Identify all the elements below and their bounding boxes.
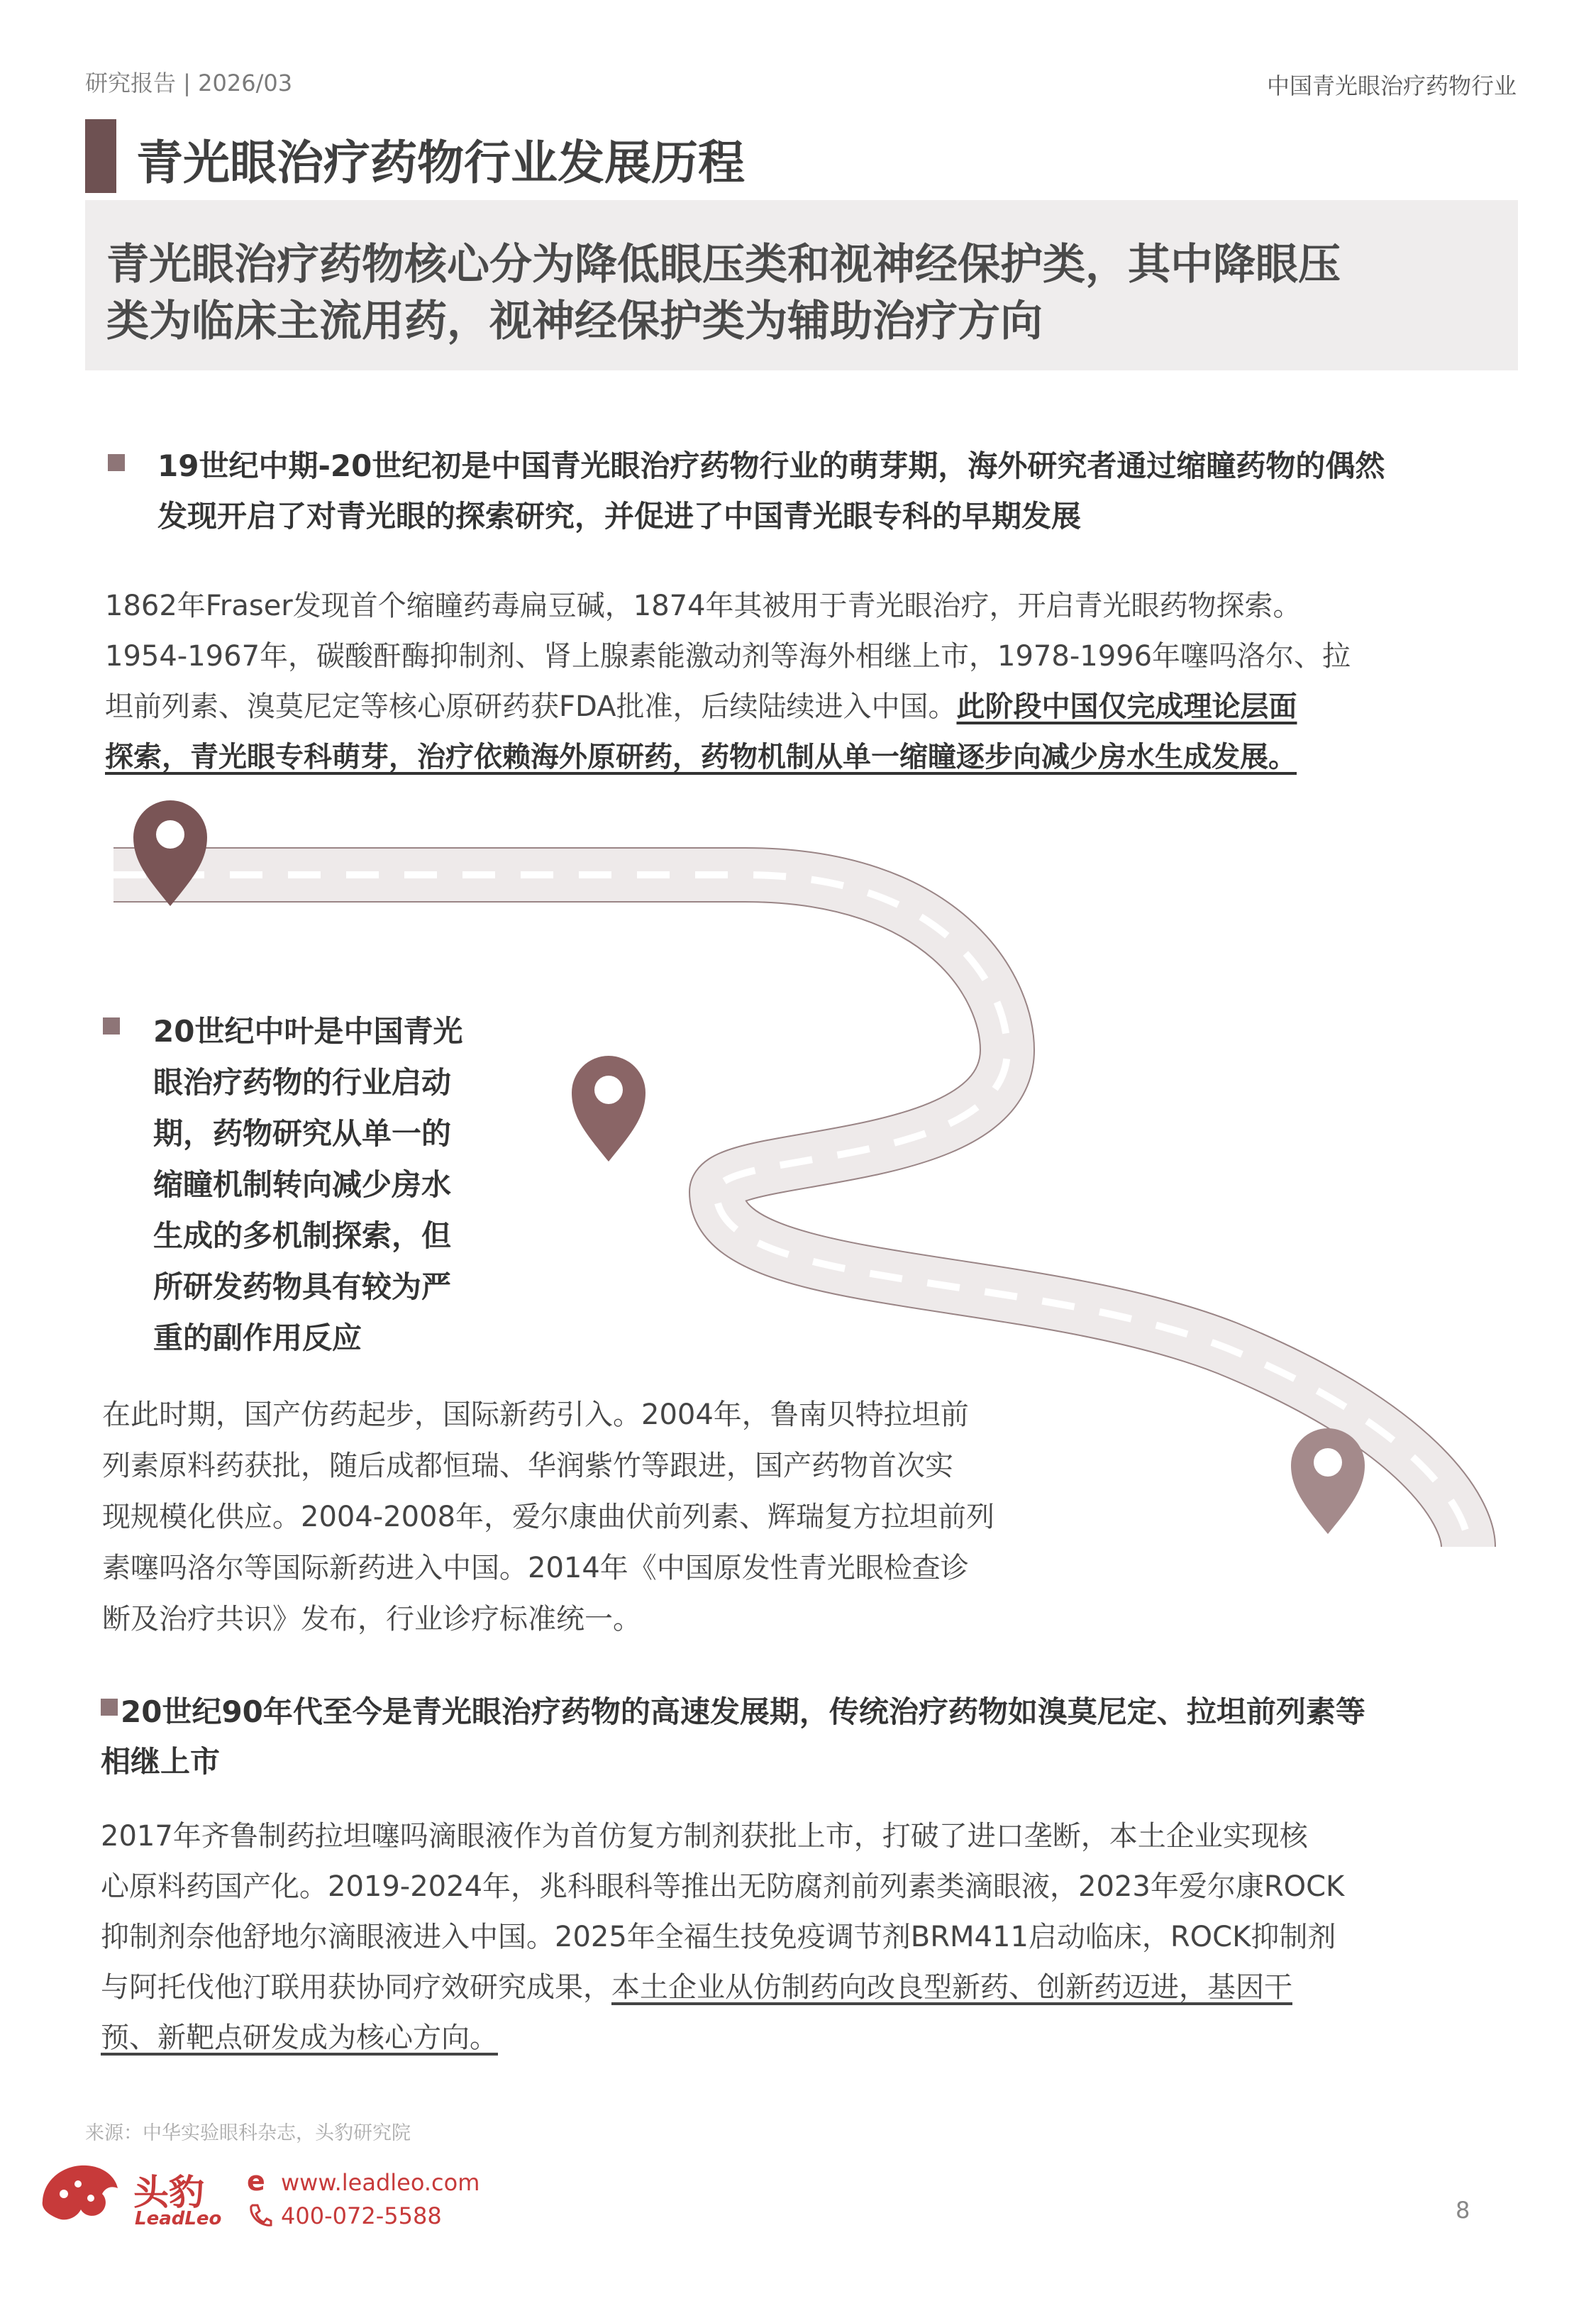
phone-icon (247, 2202, 272, 2228)
section2-heading-line-7: 重的副作用反应 (153, 1320, 362, 1355)
bullet-marker (108, 454, 125, 471)
report-date-label: 研究报告 | 2026/03 (85, 70, 293, 96)
section3-body-line-1: 2017年齐鲁制药拉坦噻吗滴眼液作为首仿复方制剂获批上市，打破了进口垄断，本土企业实现核 (101, 1820, 1308, 1853)
section2-heading (153, 1006, 462, 1364)
brand-name-en: LeadLeo (135, 2208, 222, 2229)
section2-heading-line-3: 期，药物研究从单一的 (153, 1116, 452, 1151)
section3-body-line-2: 心原料药国产化。2019-2024年，兆科眼科等推出无防腐剂前列素类滴眼液，2023年爱尔康ROCK (101, 1870, 1345, 1903)
section2-body-line-4: 素噻吗洛尔等国际新药进入中国。2014年《中国原发性青光眼检查诊 (102, 1552, 969, 1584)
section2-body-line-2: 列素原料药获批，随后成都恒瑞、华润紫竹等跟进，国产药物首次实 (102, 1450, 953, 1482)
section2-body-line-5: 断及治疗共识》发布，行业诊疗标准统一。 (102, 1603, 641, 1635)
section2-heading-line-1: 20世纪中叶是中国青光 (153, 1014, 463, 1049)
page-number: 8 (1456, 2197, 1470, 2224)
section1-heading-line-2: 发现开启了对青光眼的探索研究，并促进了中国青光眼专科的早期发展 (157, 499, 1082, 534)
leopard-logo-icon (37, 2157, 122, 2228)
bullet-marker (103, 1017, 120, 1035)
section2-body-line-3: 现规模化供应。2004-2008年，爱尔康曲伏前列素、辉瑞复方拉坦前列 (102, 1501, 995, 1533)
subtitle-line-1: 青光眼治疗药物核心分为降低眼压类和视神经保护类，其中降眼压 (106, 240, 1341, 289)
bullet-marker (101, 1699, 118, 1716)
section3-highlight-line: 预、新靶点研发成为核心方向。 (101, 2021, 498, 2054)
section2-heading-line-2: 眼治疗药物的行业启动 (153, 1065, 452, 1100)
section3-highlight-start: 本土企业从仿制药向改良型新药、创新药迈进，基因干 (611, 1971, 1292, 2004)
subtitle-line-2: 类为临床主流用药，视神经保护类为辅助治疗方向 (106, 297, 1043, 346)
section2-body (102, 1389, 994, 1645)
section2-heading-line-5: 生成的多机制探索，但 (153, 1218, 452, 1253)
page-title: 青光眼治疗药物行业发展历程 (136, 136, 745, 190)
section1-highlight-line: 探索，青光眼专科萌芽，治疗依赖海外原研药，药物机制从单一缩瞳逐步向减少房水生成发展。 (105, 741, 1297, 773)
section1-body-line-1: 1862年Fraser发现首个缩瞳药毒扁豆碱，1874年其被用于青光眼治疗，开启青光眼药物探索。 (105, 590, 1302, 622)
section1-body-line-2: 1954-1967年，碳酸酐酶抑制剂、肾上腺素能激动剂等海外相继上市，1978-1996年噻吗洛尔、拉 (105, 640, 1351, 673)
section3-body-line-4: 与阿托伐他汀联用获协同疗效研究成果，本土企业从仿制药向改良型新药、创新药迈进，基因干 (101, 1971, 1292, 2004)
phone-number: 400-072-5588 (281, 2202, 442, 2229)
section2-body-line-1: 在此时期，国产仿药起步，国际新药引入。2004年，鲁南贝特拉坦前 (102, 1399, 969, 1431)
source-note: 来源：中华实验眼科杂志，头豹研究院 (85, 2122, 411, 2144)
section1-highlight-start: 此阶段中国仅完成理论层面 (956, 690, 1297, 723)
section1-body-line-3: 坦前列素、溴莫尼定等核心原研药获FDA批准，后续陆续进入中国。此阶段中国仅完成理论层面 (105, 690, 1297, 723)
section2-heading-line-4: 缩瞳机制转向减少房水 (153, 1167, 452, 1202)
location-pin-icon (572, 1056, 645, 1162)
section3-body-line-3: 抑制剂奈他舒地尔滴眼液进入中国。2025年全福生技免疫调节剂BRM411启动临床，ROCK抑制剂 (101, 1921, 1336, 1953)
web-icon: e (247, 2166, 265, 2197)
location-pin-icon (1291, 1428, 1365, 1534)
website-link[interactable]: www.leadleo.com (281, 2169, 480, 2196)
section2-heading-line-6: 所研发药物具有较为严 (153, 1269, 452, 1304)
section3-heading-line-2: 相继上市 (101, 1744, 221, 1779)
industry-label: 中国青光眼治疗药物行业 (1266, 72, 1517, 99)
section3-heading-line-1: 20世纪90年代至今是青光眼治疗药物的高速发展期，传统治疗药物如溴莫尼定、拉坦前列素等 (121, 1694, 1365, 1729)
brand-name-cn: 头豹 (133, 2172, 204, 2213)
section1-heading-line-1: 19世纪中期-20世纪初是中国青光眼治疗药物行业的萌芽期，海外研究者通过缩瞳药物的偶然 (157, 448, 1385, 483)
